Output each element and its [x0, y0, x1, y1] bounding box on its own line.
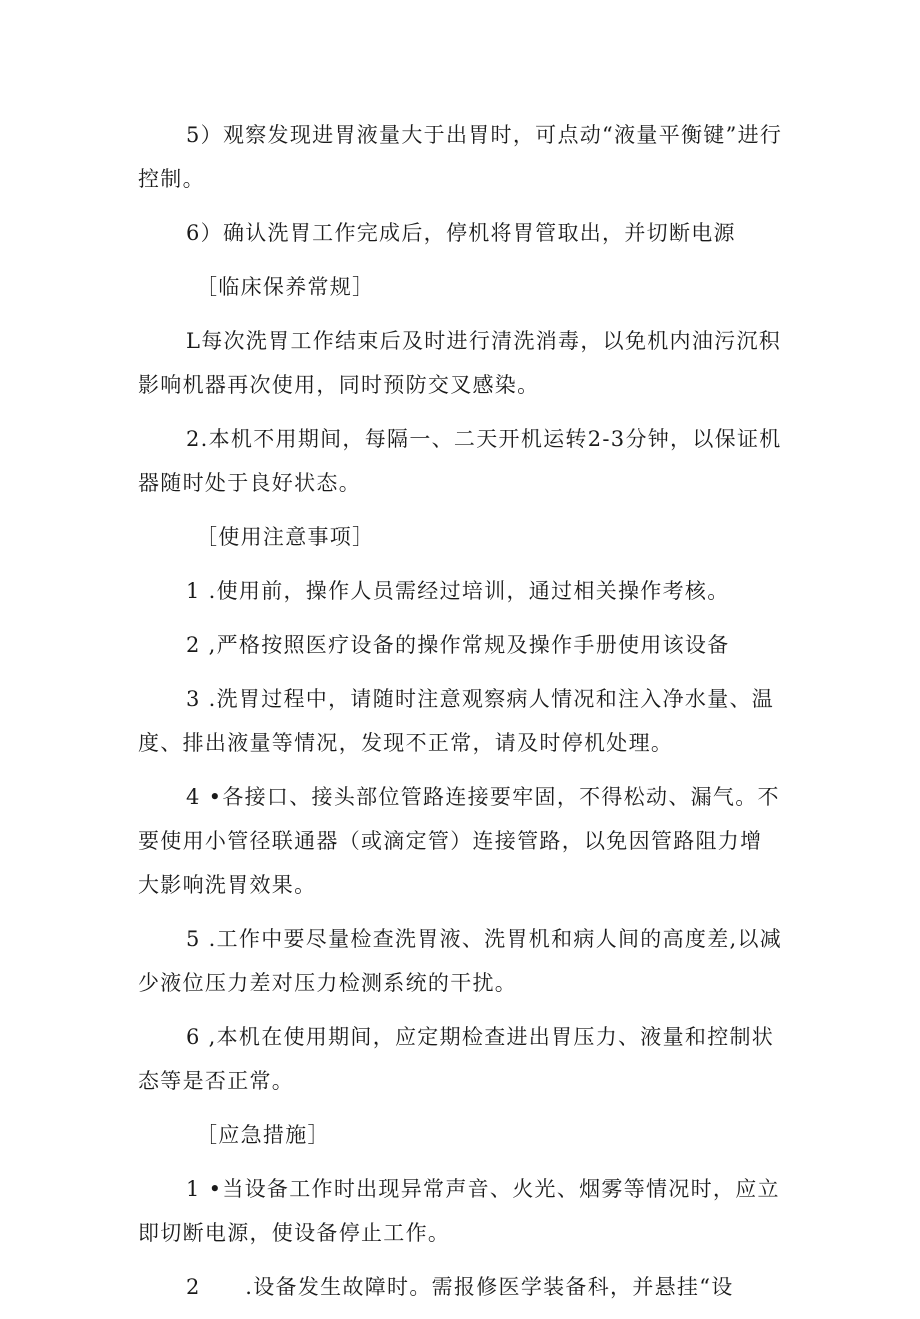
paragraph-precaution-6: 6 ,本机在使用期间，应定期检查进出胃压力、液量和控制状态等是否正常。: [138, 1025, 775, 1093]
paragraph-maint-1: L每次洗胃工作结束后及时进行清洗消毒，以免机内油污沉积影响机器再次使用，同时预防交叉感染。: [138, 329, 782, 397]
paragraph-emergency-2: 2 .设备发生故障时。需报修医学装备科，并悬挂“设: [186, 1275, 734, 1299]
paragraph-maint-2: 2.本机不用期间，每隔一、二天开机运转2-3分钟，以保证机器随时处于良好状态。: [138, 427, 782, 495]
paragraph-precaution-2: 2 ,严格按照医疗设备的操作常规及操作手册使用该设备: [186, 633, 730, 657]
heading-precautions: ［使用注意事项］: [196, 525, 375, 549]
paragraph-emergency-1: 1 •当设备工作时出现异常声音、火光、烟雾等情况时，应立即切断电源，使设备停止工作。: [138, 1177, 780, 1245]
paragraph-precaution-4: 4 •各接口、接头部位管路连接要牢固，不得松动、漏气。不要使用小管径联通器（或滴定管）连接管路，以免因管路阻力增大影响洗胃效果。: [138, 785, 780, 897]
paragraph-step-6: 6）确认洗胃工作完成后，停机将胃管取出，并切断电源: [186, 221, 736, 245]
paragraph-precaution-1: 1 .使用前，操作人员需经过培训，通过相关操作考核。: [186, 579, 730, 603]
heading-maintenance: ［临床保养常规］: [196, 275, 375, 299]
paragraph-step-5: 5）观察发现进胃液量大于出胃时，可点动“液量平衡键”进行控制。: [138, 123, 783, 191]
heading-emergency: ［应急措施］: [196, 1123, 330, 1147]
paragraph-precaution-5: 5 .工作中要尽量检查洗胃液、洗胃机和病人间的高度差,以减少液位压力差对压力检测系统的干扰。: [138, 927, 783, 995]
paragraph-precaution-3: 3 .洗胃过程中，请随时注意观察病人情况和注入净水量、温度、排出液量等情况，发现不正常，请及时停机处理。: [138, 687, 775, 755]
document-body: [138, 113, 783, 1319]
